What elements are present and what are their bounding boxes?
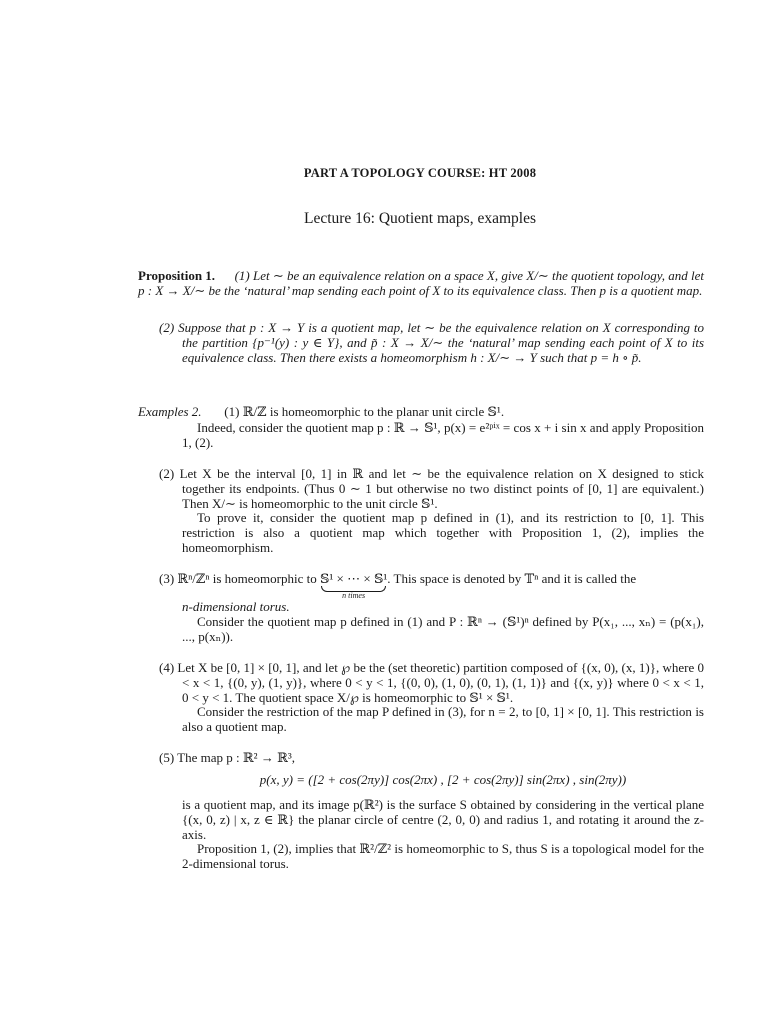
example-4-body: Consider the restriction of the map P defined in (3), for n = 2, to [0, 1] × [0, 1]. This restriction is also a quotient map. — [182, 704, 704, 734]
example-5-eq-wrap — [182, 766, 704, 795]
example-5-head: (5) The map p : ℝ² → ℝ³, — [159, 750, 296, 765]
proposition-1-part-2 — [159, 320, 704, 365]
examples-label: Examples 2. — [138, 404, 202, 419]
example-2-body-wrap — [182, 510, 704, 555]
example-1-body: Indeed, consider the quotient map p : ℝ → 𝕊¹, p(x) = e²ᵖⁱˣ = cos x + i sin x and apply Proposition 1, (2). — [182, 420, 704, 450]
course-title: PART A TOPOLOGY COURSE: HT 2008 — [303, 166, 537, 180]
example-1-body-wrap — [182, 420, 704, 450]
example-2 — [159, 466, 704, 511]
example-3-body: Consider the quotient map p defined in (1) and P : ℝⁿ → (𝕊¹)ⁿ defined by P(x₁, ..., xₙ) = (p(x₁), ..., p(xₙ)). — [182, 614, 704, 644]
example-5-text-wrap — [182, 797, 704, 842]
proposition-1 — [138, 268, 704, 298]
example-5 — [159, 750, 704, 765]
example-4-body-wrap — [182, 704, 704, 734]
example-5-equation: p(x, y) = ([2 + cos(2πy)] cos(2πx) , [2 + cos(2πy)] sin(2πx) , sin(2πy)) — [259, 772, 627, 787]
underbrace-label: n times — [342, 591, 366, 600]
example-5-body: Proposition 1, (2), implies that ℝ²/ℤ² is homeomorphic to S, thus S is a topological model for the 2-dimensional torus. — [182, 841, 704, 871]
example-3 — [159, 571, 704, 600]
example-5-text: is a quotient map, and its image p(ℝ²) is the surface S obtained by considering in the vertical plane {(x, 0, z) | x, z ∈ ℝ} the planar circle of centre (2, 0, 0) and radius 1, and rotating it around the z-axis. — [182, 797, 704, 842]
proposition-label: Proposition 1. — [138, 268, 216, 283]
underbrace-group — [320, 571, 388, 600]
example-4 — [159, 660, 704, 705]
lecture-title: Lecture 16: Quotient maps, examples — [303, 210, 536, 227]
proposition-item-2: (2) Suppose that p : X → Y is a quotient map, let ∼ be the equivalence relation on X corresponding to the partition {p⁻¹(y) : y ∈ Y}, and p̃ : X → X/∼ the ‘natural’ map sending each point of X to its equivalence class. Then there exists a homeomorphism h : X/∼ → Y such that p = h ∘ p̃. — [159, 320, 704, 365]
example-3-line2-wrap — [182, 599, 704, 614]
example-1-head: (1) ℝ/ℤ is homeomorphic to the planar unit circle 𝕊¹. — [224, 404, 505, 419]
examples-1 — [138, 404, 704, 419]
example-4-head: (4) Let X be [0, 1] × [0, 1], and let ℘ be the (set theoretic) partition composed of {(x, 0), (x, 1)}, where 0 < x < 1, {(0, y), (1, y)}, where 0 < y < 1, {(0, 0), (1, 0), (0, 1), (1, 1)} and {(x, y)} where 0 < x < 1, 0 < y < 1. The quotient space X/℘ is homeomorphic to 𝕊¹ × 𝕊¹. — [159, 660, 704, 705]
example-3-line2: n-dimensional torus. — [182, 599, 290, 614]
example-3-body-wrap — [182, 614, 704, 644]
example-2-head: (2) Let X be the interval [0, 1] in ℝ and let ∼ be the equivalence relation on X designed to stick together its endpoints. (Thus 0 ∼ 1 but otherwise no two distinct points of [0, 1] are equivalent.) Then X/∼ is homeomorphic to the unit circle 𝕊¹. — [159, 466, 704, 511]
proposition-item-1: (1) Let ∼ be an equivalence relation on a space X, give X/∼ the quotient topology, and let p : X → X/∼ be the ‘natural’ map sending each point of X to its equivalence class. Then p is a quotient map. — [138, 268, 704, 298]
example-2-body: To prove it, consider the quotient map p defined in (1), and its restriction to [0, 1]. This restriction is also a quotient map which together with Proposition 1, (2), implies the homeomorphism. — [182, 510, 704, 555]
example-3-post: . This space is denoted by 𝕋ⁿ and it is called the — [387, 571, 637, 586]
example-3-pre: (3) ℝⁿ/ℤⁿ is homeomorphic to — [159, 571, 317, 586]
example-5-body-wrap — [182, 841, 704, 871]
underbrace-term: 𝕊¹ × ⋯ × 𝕊¹ — [320, 571, 388, 586]
